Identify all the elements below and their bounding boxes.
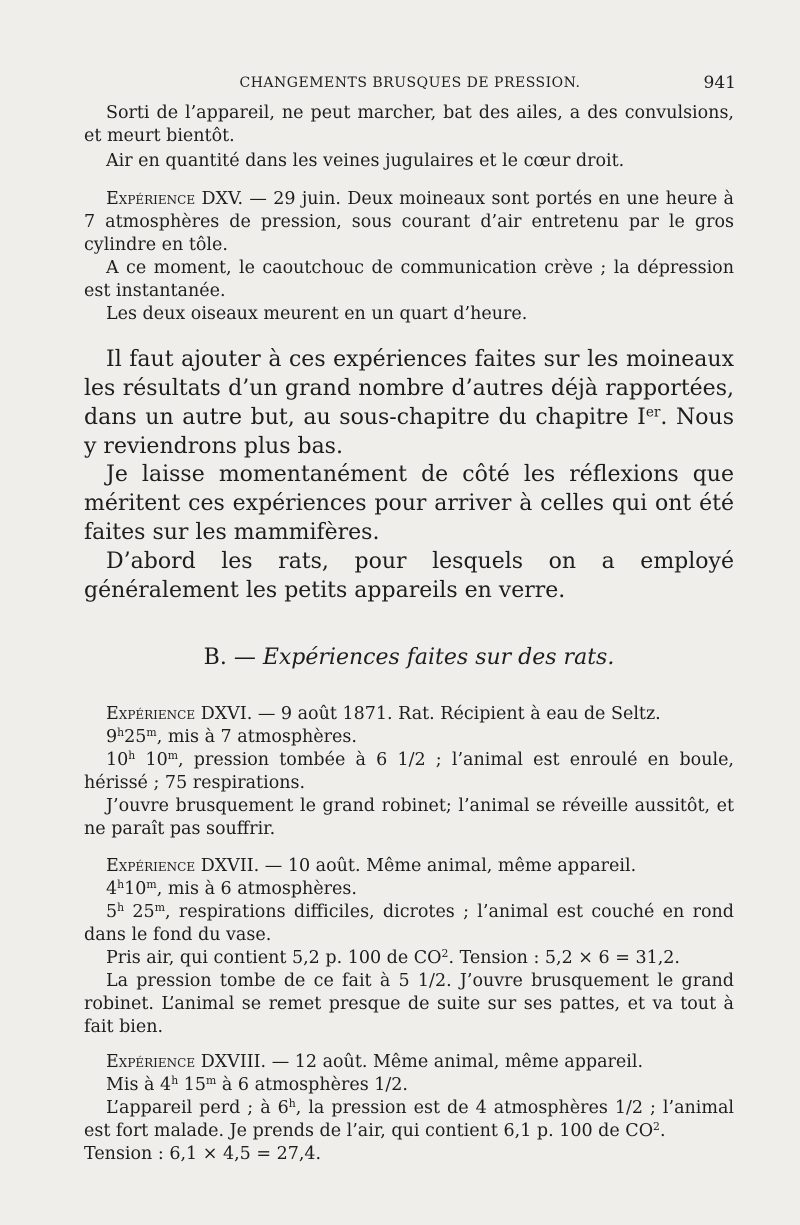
text: Mis à 4 <box>106 1075 172 1095</box>
paragraph: La pression tombe de ce fait à 5 1/2. J’ouvre brusquement le grand robinet. L’animal se remet presque de suite sur ses pattes, et va tout à fait bien. <box>84 971 734 1038</box>
body-paragraph: D’abord les rats, pour lesquels on a employé généralement les petits appareils en verre. <box>84 549 734 603</box>
paragraph: Tension : 6,1 × 4,5 = 27,4. <box>84 1144 322 1164</box>
section-heading <box>84 645 734 670</box>
experiment-text: — 10 août. Même animal, même appareil. <box>259 856 637 876</box>
superscript: m <box>167 749 179 763</box>
experiment-label: Expérience DXVII. <box>106 856 260 876</box>
superscript: m <box>146 726 157 740</box>
experiment-label: Expérience DXV. <box>106 189 244 209</box>
paragraph: J’ouvre brusquement le grand robinet; l’animal se réveille aussitôt, et ne paraît pas souffrir. <box>84 796 734 840</box>
paragraph <box>84 749 734 795</box>
experiment-dxvi <box>84 703 734 726</box>
text: Pris air, qui contient 5,2 p. 100 de CO <box>106 948 442 968</box>
paragraph: Les deux oiseaux meurent en un quart d’heure. <box>106 304 528 324</box>
page-number: 941 <box>703 73 736 93</box>
text: , mis à 7 atmosphères. <box>156 727 357 747</box>
section-letter: B. — <box>203 645 263 670</box>
text: , pression tombée à 6 1/2 ; l’animal est enroulé en boule, hérissé ; 75 respirations. <box>84 750 734 794</box>
text: , mis à 6 atmosphères. <box>156 879 357 899</box>
running-title: CHANGEMENTS BRUSQUES DE PRESSION. <box>239 75 581 91</box>
superscript: h <box>288 1097 296 1111</box>
paragraph <box>84 1097 734 1143</box>
time-value: 10 <box>135 750 168 770</box>
time-value: 15 <box>178 1075 207 1095</box>
experiment-dxviii <box>84 1051 734 1074</box>
paragraph <box>84 726 734 749</box>
section-title: Expériences faites sur des rats. <box>262 645 615 670</box>
time-value: 9 <box>106 727 118 747</box>
superscript: m <box>206 1074 217 1088</box>
body-text: Il faut ajouter à ces expériences faites sur les moineaux les résultats d’un grand nombre d’autres déjà rapportées, dans un autre but, au sous-chapitre du chapitre I <box>84 347 734 430</box>
text: , respirations difficiles, dicrotes ; l’animal est couché en rond dans le fond du vase. <box>84 902 734 946</box>
time-value: 25 <box>124 902 155 922</box>
superscript: er <box>645 404 661 421</box>
experiment-label: Expérience DXVI. <box>106 704 253 724</box>
paragraph <box>84 878 734 901</box>
paragraph: A ce moment, le caoutchouc de communication crève ; la dépression est instantanée. <box>84 258 734 302</box>
body-paragraph <box>84 345 734 461</box>
superscript: 2 <box>653 1120 660 1134</box>
time-value: 4 <box>106 879 118 899</box>
experiment-label: Expérience DXVIII. <box>106 1052 267 1072</box>
experiment-dxv <box>84 188 734 258</box>
time-value: 5 <box>106 902 118 922</box>
running-header <box>84 72 736 96</box>
text: . <box>659 1121 666 1142</box>
text: L’appareil perd ; à 6 <box>106 1098 289 1118</box>
paragraph <box>84 1074 734 1097</box>
text: , la pression est de 4 atmosphères 1/2 ; l’animal est fort malade. Je prends de l’air, qui contient 6,1 p. 100 de CO <box>84 1098 734 1142</box>
text: . Tension : 5,2 × 6 = 31,2. <box>448 948 680 968</box>
experiment-dxvii <box>84 855 734 878</box>
body-text: . Nous y reviendrons plus bas. <box>84 405 734 459</box>
superscript: h <box>117 726 125 740</box>
paragraph: Sorti de l’appareil, ne peut marcher, bat des ailes, a des convulsions, et meurt bientôt. <box>84 103 734 147</box>
superscript: m <box>146 878 157 892</box>
time-value: 10 <box>124 879 147 899</box>
time-value: 10 <box>106 750 129 770</box>
body-paragraph: Je laisse momentanément de côté les réflexions que méritent ces expériences pour arriver à celles qui ont été faites sur les mammifères. <box>84 462 734 545</box>
superscript: h <box>171 1074 179 1088</box>
time-value: 25 <box>124 727 147 747</box>
paragraph: Air en quantité dans les veines jugulaires et le cœur droit. <box>106 151 625 171</box>
superscript: h <box>128 749 136 763</box>
superscript: h <box>117 878 125 892</box>
paragraph <box>84 901 734 947</box>
experiment-text: — 12 août. Même animal, même appareil. <box>266 1052 644 1072</box>
paragraph <box>84 947 734 970</box>
text: à 6 atmosphères 1/2. <box>216 1075 408 1095</box>
superscript: h <box>117 901 125 915</box>
superscript: m <box>154 901 165 915</box>
superscript: 2 <box>441 947 449 961</box>
experiment-text: — 29 juin. Deux moineaux sont portés en une heure à 7 atmosphères de pression, sous courant d’air entretenu par le gros cylindre en tôle. <box>84 189 734 256</box>
experiment-text: — 9 août 1871. Rat. Récipient à eau de Seltz. <box>252 704 661 724</box>
